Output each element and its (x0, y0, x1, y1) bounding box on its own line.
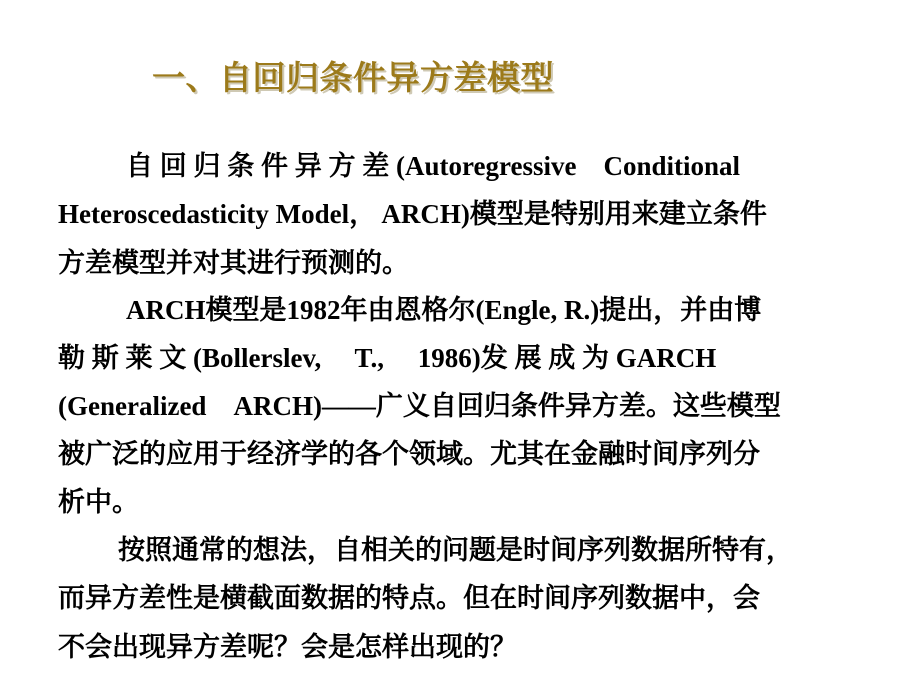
paragraph-3-line-1: 按照通常的想法，自相关的问题是时间序列数据所特有， (118, 535, 793, 565)
paragraph-1-line-1: 自 回 归 条 件 异 方 差 (Autoregressive Conditional (126, 151, 740, 181)
paragraph-2-line-2: 勒 斯 莱 文 (Bollerslev, T., 1986)发 展 成 为 GARCH (58, 343, 717, 373)
paragraph-3-line-3: 不会出现异方差呢？会是怎样出现的？ (58, 632, 517, 662)
paragraph-1-line-2: Heteroscedasticity Model， ARCH)模型是特别用来建立条件 (58, 199, 767, 229)
paragraph-3-line-2: 而异方差性是横截面数据的特点。但在时间序列数据中，会 (58, 583, 760, 613)
paragraph-2-line-3: (Generalized ARCH)——广义自回归条件异方差。这些模型 (58, 391, 781, 421)
paragraph-2-line-5: 析中。 (58, 487, 139, 517)
paragraph-1-line-3: 方差模型并对其进行预测的。 (58, 248, 409, 278)
paragraph-2-line-4: 被广泛的应用于经济学的各个领域。尤其在金融时间序列分 (58, 439, 760, 469)
slide-title: 一、自回归条件异方差模型 (152, 58, 554, 97)
paragraph-2-line-1: ARCH模型是1982年由恩格尔(Engle, R.)提出，并由博 (126, 295, 762, 325)
